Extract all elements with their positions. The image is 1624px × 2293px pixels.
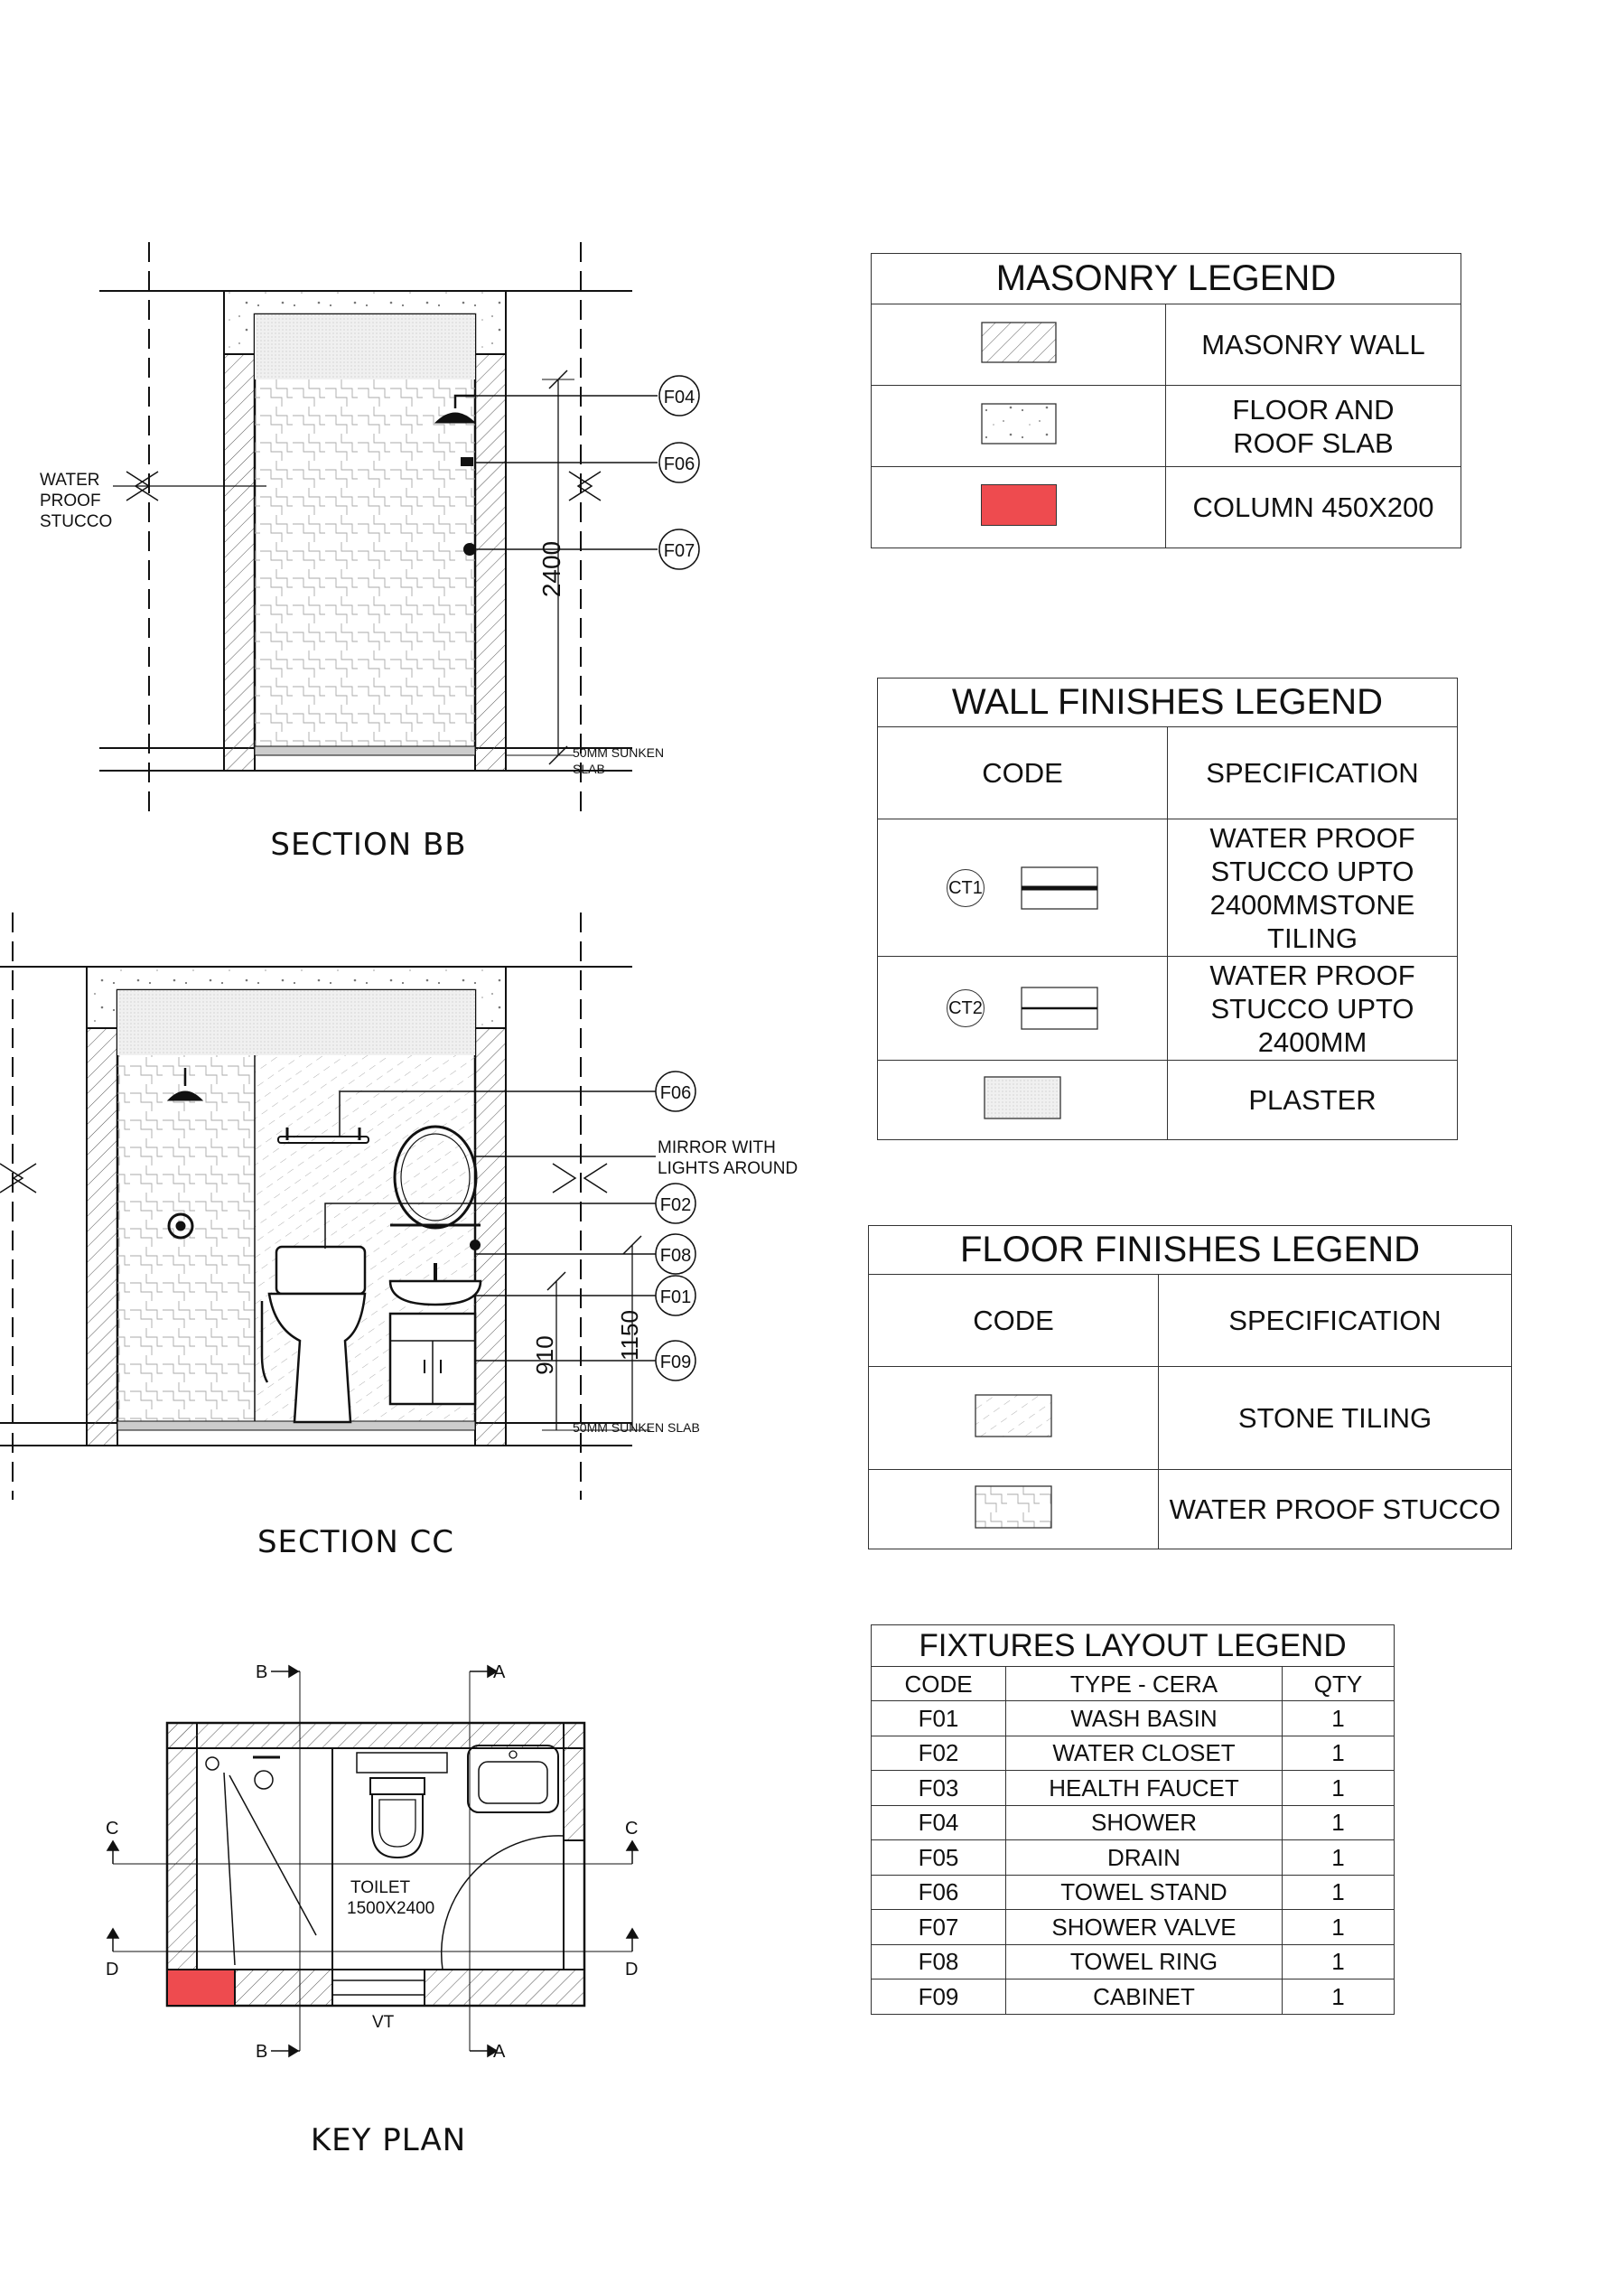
fixtures-cell-type: SHOWER xyxy=(1006,1805,1283,1840)
wall-finishes-spec-ct1: WATER PROOF STUCCO UPTO 2400MMSTONE TILING xyxy=(1168,819,1458,957)
floor-finishes-header-code: CODE xyxy=(869,1275,1159,1367)
wall-finishes-spec-ct2: WATER PROOF STUCCO UPTO 2400MM xyxy=(1168,957,1458,1061)
marker-d-left: D xyxy=(106,1960,119,1979)
fixtures-cell-type: DRAIN xyxy=(1006,1840,1283,1876)
fixtures-cell-code: F05 xyxy=(872,1840,1006,1876)
wall-finishes-header-code: CODE xyxy=(878,727,1168,819)
key-plan-drawing xyxy=(107,1666,638,2056)
floor-finishes-swatch-stone xyxy=(869,1367,1159,1470)
ct1-badge: CT1 xyxy=(947,869,985,907)
floor-finishes-spec-stone: STONE TILING xyxy=(1159,1367,1512,1470)
bb-sunken-note-2: SLAB xyxy=(573,762,605,776)
dimension-2400: 2400 xyxy=(537,540,565,598)
marker-c-left: C xyxy=(106,1819,119,1839)
floor-finishes-legend xyxy=(868,1225,1512,1549)
tag-f01-cc: F01 xyxy=(659,1287,692,1307)
marker-b-top: B xyxy=(256,1662,268,1682)
fixtures-cell-type: TOWEL STAND xyxy=(1006,1875,1283,1910)
cc-sunken-note: 50MM SUNKEN SLAB xyxy=(573,1420,700,1435)
tag-f09-cc: F09 xyxy=(659,1352,692,1372)
fixtures-cell-code: F02 xyxy=(872,1736,1006,1771)
vt-label: VT xyxy=(372,2013,395,2032)
fixtures-cell-code: F09 xyxy=(872,1979,1006,2015)
wall-finishes-spec-plaster: PLASTER xyxy=(1168,1061,1458,1140)
key-plan-title: KEY PLAN xyxy=(310,2122,467,2158)
dimension-910: 910 xyxy=(531,1335,558,1375)
fixtures-cell-code: F01 xyxy=(872,1701,1006,1736)
fixtures-cell-qty: 1 xyxy=(1283,1979,1395,2015)
wall-finishes-code-ct2 xyxy=(878,957,1168,1061)
marker-d-right: D xyxy=(625,1960,639,1979)
tag-f04-bb: F04 xyxy=(663,388,695,407)
wall-finishes-title: WALL FINISHES LEGEND xyxy=(878,679,1458,727)
fixtures-cell-type: WATER CLOSET xyxy=(1006,1736,1283,1771)
fixtures-row xyxy=(872,1805,1395,1840)
fixtures-title: FIXTURES LAYOUT LEGEND xyxy=(872,1625,1395,1667)
fixtures-cell-type: HEALTH FAUCET xyxy=(1006,1771,1283,1806)
fixtures-row xyxy=(872,1875,1395,1910)
fixtures-cell-type: CABINET xyxy=(1006,1979,1283,2015)
fixtures-rows xyxy=(872,1701,1395,2015)
tag-f06-bb: F06 xyxy=(663,454,695,474)
bb-note-line1: WATER xyxy=(40,471,100,490)
wall-finishes-legend xyxy=(877,678,1458,1140)
fixtures-cell-code: F06 xyxy=(872,1875,1006,1910)
tag-f08-cc: F08 xyxy=(659,1246,692,1266)
bb-note-line3: STUCCO xyxy=(40,512,113,531)
fixtures-cell-qty: 1 xyxy=(1283,1701,1395,1736)
masonry-label-column: COLUMN 450X200 xyxy=(1166,467,1461,548)
masonry-swatch-column xyxy=(872,467,1166,548)
fixtures-cell-qty: 1 xyxy=(1283,1910,1395,1945)
floor-finishes-header-spec: SPECIFICATION xyxy=(1159,1275,1512,1367)
fixtures-header-type: TYPE - CERA xyxy=(1006,1667,1283,1701)
fixtures-cell-qty: 1 xyxy=(1283,1771,1395,1806)
mirror-note-line2: LIGHTS AROUND xyxy=(658,1159,798,1178)
section-bb-title: SECTION BB xyxy=(270,827,467,863)
marker-b-bottom: B xyxy=(256,2042,268,2062)
mirror-note-line1: MIRROR WITH xyxy=(658,1138,776,1157)
fixtures-cell-code: F04 xyxy=(872,1805,1006,1840)
section-bb-drawing xyxy=(99,242,699,813)
fixtures-cell-code: F07 xyxy=(872,1910,1006,1945)
fixtures-cell-code: F03 xyxy=(872,1771,1006,1806)
fixtures-header-qty: QTY xyxy=(1283,1667,1395,1701)
fixtures-row xyxy=(872,1701,1395,1736)
section-cc-title: SECTION CC xyxy=(257,1524,455,1560)
fixtures-cell-type: TOWEL RING xyxy=(1006,1944,1283,1979)
marker-c-right: C xyxy=(625,1819,639,1839)
tag-f02-cc: F02 xyxy=(659,1195,692,1215)
marker-a-bottom: A xyxy=(493,2042,506,2062)
tag-f06-cc: F06 xyxy=(659,1083,692,1103)
fixtures-cell-qty: 1 xyxy=(1283,1944,1395,1979)
floor-finishes-title: FLOOR FINISHES LEGEND xyxy=(869,1226,1512,1275)
section-cc-drawing xyxy=(0,913,695,1500)
ct2-badge: CT2 xyxy=(947,989,985,1027)
fixtures-legend xyxy=(871,1624,1395,2015)
fixtures-row xyxy=(872,1979,1395,2015)
masonry-legend-title: MASONRY LEGEND xyxy=(872,254,1461,304)
fixtures-row xyxy=(872,1944,1395,1979)
masonry-swatch-wall xyxy=(872,304,1166,386)
floor-finishes-spec-stucco: WATER PROOF STUCCO xyxy=(1159,1470,1512,1549)
tag-f07-bb: F07 xyxy=(663,541,695,561)
fixtures-row xyxy=(872,1736,1395,1771)
fixtures-row xyxy=(872,1840,1395,1876)
fixtures-cell-type: SHOWER VALVE xyxy=(1006,1910,1283,1945)
fixtures-row xyxy=(872,1910,1395,1945)
fixtures-cell-qty: 1 xyxy=(1283,1805,1395,1840)
fixtures-header-code: CODE xyxy=(872,1667,1006,1701)
fixtures-cell-qty: 1 xyxy=(1283,1840,1395,1876)
fixtures-cell-code: F08 xyxy=(872,1944,1006,1979)
masonry-label-wall: MASONRY WALL xyxy=(1166,304,1461,386)
wall-finishes-code-ct1 xyxy=(878,819,1168,957)
room-label-2: 1500X2400 xyxy=(347,1899,435,1918)
marker-a-top: A xyxy=(493,1662,506,1682)
masonry-label-slab: FLOOR AND ROOF SLAB xyxy=(1166,386,1461,467)
masonry-swatch-slab xyxy=(872,386,1166,467)
masonry-legend xyxy=(871,253,1461,548)
fixtures-row xyxy=(872,1771,1395,1806)
fixtures-cell-qty: 1 xyxy=(1283,1875,1395,1910)
floor-finishes-swatch-stucco xyxy=(869,1470,1159,1549)
room-label-1: TOILET xyxy=(350,1878,411,1897)
fixtures-cell-qty: 1 xyxy=(1283,1736,1395,1771)
dimension-1150: 1150 xyxy=(616,1310,643,1361)
bb-note-line2: PROOF xyxy=(40,491,101,510)
wall-finishes-header-spec: SPECIFICATION xyxy=(1168,727,1458,819)
fixtures-cell-type: WASH BASIN xyxy=(1006,1701,1283,1736)
wall-finishes-swatch-plaster xyxy=(878,1061,1168,1140)
bb-sunken-note-1: 50MM SUNKEN xyxy=(573,745,665,760)
